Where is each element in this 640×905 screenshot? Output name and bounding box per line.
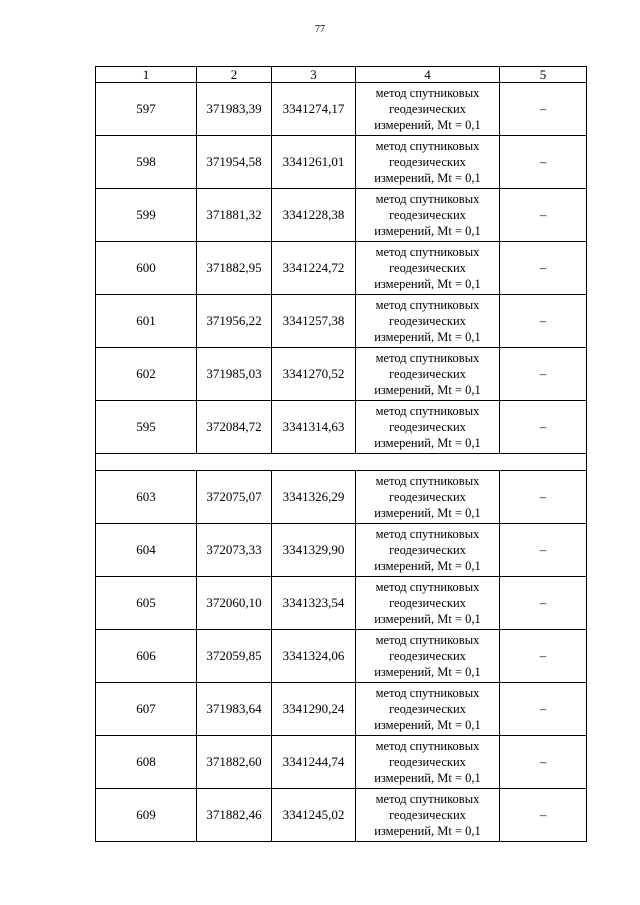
method-line: метод спутниковых: [375, 86, 480, 100]
method-line: метод спутниковых: [375, 792, 480, 806]
point-number-cell: 600: [96, 242, 197, 295]
method-line: метод спутниковых: [375, 580, 480, 594]
y-coordinate-cell: 3341326,29: [272, 471, 356, 524]
x-coordinate-cell: 371983,64: [197, 683, 272, 736]
note-cell: –: [500, 295, 587, 348]
method-cell: [356, 401, 500, 454]
table-row: [96, 789, 587, 842]
method-cell: [356, 789, 500, 842]
x-coordinate-cell: 372059,85: [197, 630, 272, 683]
x-coordinate-cell: 372073,33: [197, 524, 272, 577]
method-line: геодезических: [389, 702, 466, 716]
note-cell: –: [500, 189, 587, 242]
method-line: геодезических: [389, 314, 466, 328]
note-cell: –: [500, 242, 587, 295]
table-row: [96, 189, 587, 242]
table-row: [96, 348, 587, 401]
method-line: геодезических: [389, 208, 466, 222]
method-line: метод спутниковых: [375, 474, 480, 488]
method-line: геодезических: [389, 155, 466, 169]
y-coordinate-cell: 3341257,38: [272, 295, 356, 348]
note-cell: –: [500, 736, 587, 789]
x-coordinate-cell: 371882,60: [197, 736, 272, 789]
table-row: [96, 295, 587, 348]
method-cell: [356, 630, 500, 683]
y-coordinate-cell: 3341261,01: [272, 136, 356, 189]
method-line: геодезических: [389, 261, 466, 275]
method-line: измерений, Mt = 0,1: [374, 330, 481, 344]
column-header: 3: [272, 67, 356, 83]
method-line: измерений, Mt = 0,1: [374, 436, 481, 450]
point-number-cell: 603: [96, 471, 197, 524]
table-row: [96, 242, 587, 295]
table-row: [96, 736, 587, 789]
method-cell: [356, 348, 500, 401]
method-line: геодезических: [389, 543, 466, 557]
point-number-cell: 609: [96, 789, 197, 842]
method-line: измерений, Mt = 0,1: [374, 118, 481, 132]
x-coordinate-cell: 372075,07: [197, 471, 272, 524]
y-coordinate-cell: 3341224,72: [272, 242, 356, 295]
page-number: 77: [315, 24, 325, 35]
y-coordinate-cell: 3341323,54: [272, 577, 356, 630]
method-line: измерений, Mt = 0,1: [374, 612, 481, 626]
x-coordinate-cell: 371882,95: [197, 242, 272, 295]
x-coordinate-cell: 371985,03: [197, 348, 272, 401]
method-line: геодезических: [389, 367, 466, 381]
table-row: [96, 471, 587, 524]
table-header-row: [96, 67, 587, 83]
method-cell: [356, 83, 500, 136]
y-coordinate-cell: 3341329,90: [272, 524, 356, 577]
y-coordinate-cell: 3341290,24: [272, 683, 356, 736]
y-coordinate-cell: 3341245,02: [272, 789, 356, 842]
column-header: 4: [356, 67, 500, 83]
coordinates-table: [95, 66, 587, 842]
table-row: [96, 524, 587, 577]
method-cell: [356, 577, 500, 630]
y-coordinate-cell: 3341324,06: [272, 630, 356, 683]
method-line: метод спутниковых: [375, 404, 480, 418]
method-cell: [356, 136, 500, 189]
method-line: измерений, Mt = 0,1: [374, 718, 481, 732]
note-cell: –: [500, 348, 587, 401]
method-line: геодезических: [389, 102, 466, 116]
note-cell: –: [500, 524, 587, 577]
coordinates-table-body: [96, 67, 587, 842]
x-coordinate-cell: 371983,39: [197, 83, 272, 136]
method-cell: [356, 295, 500, 348]
method-line: геодезических: [389, 420, 466, 434]
y-coordinate-cell: 3341228,38: [272, 189, 356, 242]
point-number-cell: 604: [96, 524, 197, 577]
point-number-cell: 607: [96, 683, 197, 736]
separator-row: [96, 454, 587, 471]
method-line: измерений, Mt = 0,1: [374, 771, 481, 785]
point-number-cell: 597: [96, 83, 197, 136]
method-line: метод спутниковых: [375, 298, 480, 312]
point-number-cell: 608: [96, 736, 197, 789]
method-cell: [356, 683, 500, 736]
column-header: 2: [197, 67, 272, 83]
method-line: измерений, Mt = 0,1: [374, 383, 481, 397]
method-line: измерений, Mt = 0,1: [374, 665, 481, 679]
method-line: измерений, Mt = 0,1: [374, 224, 481, 238]
method-line: метод спутниковых: [375, 192, 480, 206]
column-header: 5: [500, 67, 587, 83]
point-number-cell: 599: [96, 189, 197, 242]
x-coordinate-cell: 371954,58: [197, 136, 272, 189]
note-cell: –: [500, 630, 587, 683]
note-cell: –: [500, 401, 587, 454]
note-cell: –: [500, 83, 587, 136]
method-line: метод спутниковых: [375, 527, 480, 541]
x-coordinate-cell: 372084,72: [197, 401, 272, 454]
x-coordinate-cell: 371881,32: [197, 189, 272, 242]
table-row: [96, 630, 587, 683]
note-cell: –: [500, 136, 587, 189]
method-cell: [356, 242, 500, 295]
table-row: [96, 83, 587, 136]
point-number-cell: 602: [96, 348, 197, 401]
method-line: геодезических: [389, 649, 466, 663]
y-coordinate-cell: 3341270,52: [272, 348, 356, 401]
table-row: [96, 683, 587, 736]
method-line: метод спутниковых: [375, 245, 480, 259]
table-row: [96, 136, 587, 189]
x-coordinate-cell: 371882,46: [197, 789, 272, 842]
method-cell: [356, 189, 500, 242]
note-cell: –: [500, 471, 587, 524]
method-line: измерений, Mt = 0,1: [374, 824, 481, 838]
x-coordinate-cell: 371956,22: [197, 295, 272, 348]
method-line: измерений, Mt = 0,1: [374, 171, 481, 185]
method-line: метод спутниковых: [375, 686, 480, 700]
y-coordinate-cell: 3341274,17: [272, 83, 356, 136]
table-row: [96, 577, 587, 630]
point-number-cell: 606: [96, 630, 197, 683]
point-number-cell: 605: [96, 577, 197, 630]
x-coordinate-cell: 372060,10: [197, 577, 272, 630]
method-line: метод спутниковых: [375, 351, 480, 365]
point-number-cell: 601: [96, 295, 197, 348]
point-number-cell: 595: [96, 401, 197, 454]
note-cell: –: [500, 789, 587, 842]
note-cell: –: [500, 683, 587, 736]
method-line: метод спутниковых: [375, 739, 480, 753]
method-line: геодезических: [389, 596, 466, 610]
method-line: метод спутниковых: [375, 633, 480, 647]
table-row: [96, 401, 587, 454]
method-cell: [356, 471, 500, 524]
y-coordinate-cell: 3341244,74: [272, 736, 356, 789]
y-coordinate-cell: 3341314,63: [272, 401, 356, 454]
method-line: измерений, Mt = 0,1: [374, 559, 481, 573]
note-cell: –: [500, 577, 587, 630]
method-line: измерений, Mt = 0,1: [374, 506, 481, 520]
method-cell: [356, 524, 500, 577]
column-header: 1: [96, 67, 197, 83]
method-line: геодезических: [389, 755, 466, 769]
method-line: геодезических: [389, 808, 466, 822]
method-cell: [356, 736, 500, 789]
method-line: геодезических: [389, 490, 466, 504]
separator-cell: [96, 454, 587, 471]
method-line: метод спутниковых: [375, 139, 480, 153]
method-line: измерений, Mt = 0,1: [374, 277, 481, 291]
point-number-cell: 598: [96, 136, 197, 189]
